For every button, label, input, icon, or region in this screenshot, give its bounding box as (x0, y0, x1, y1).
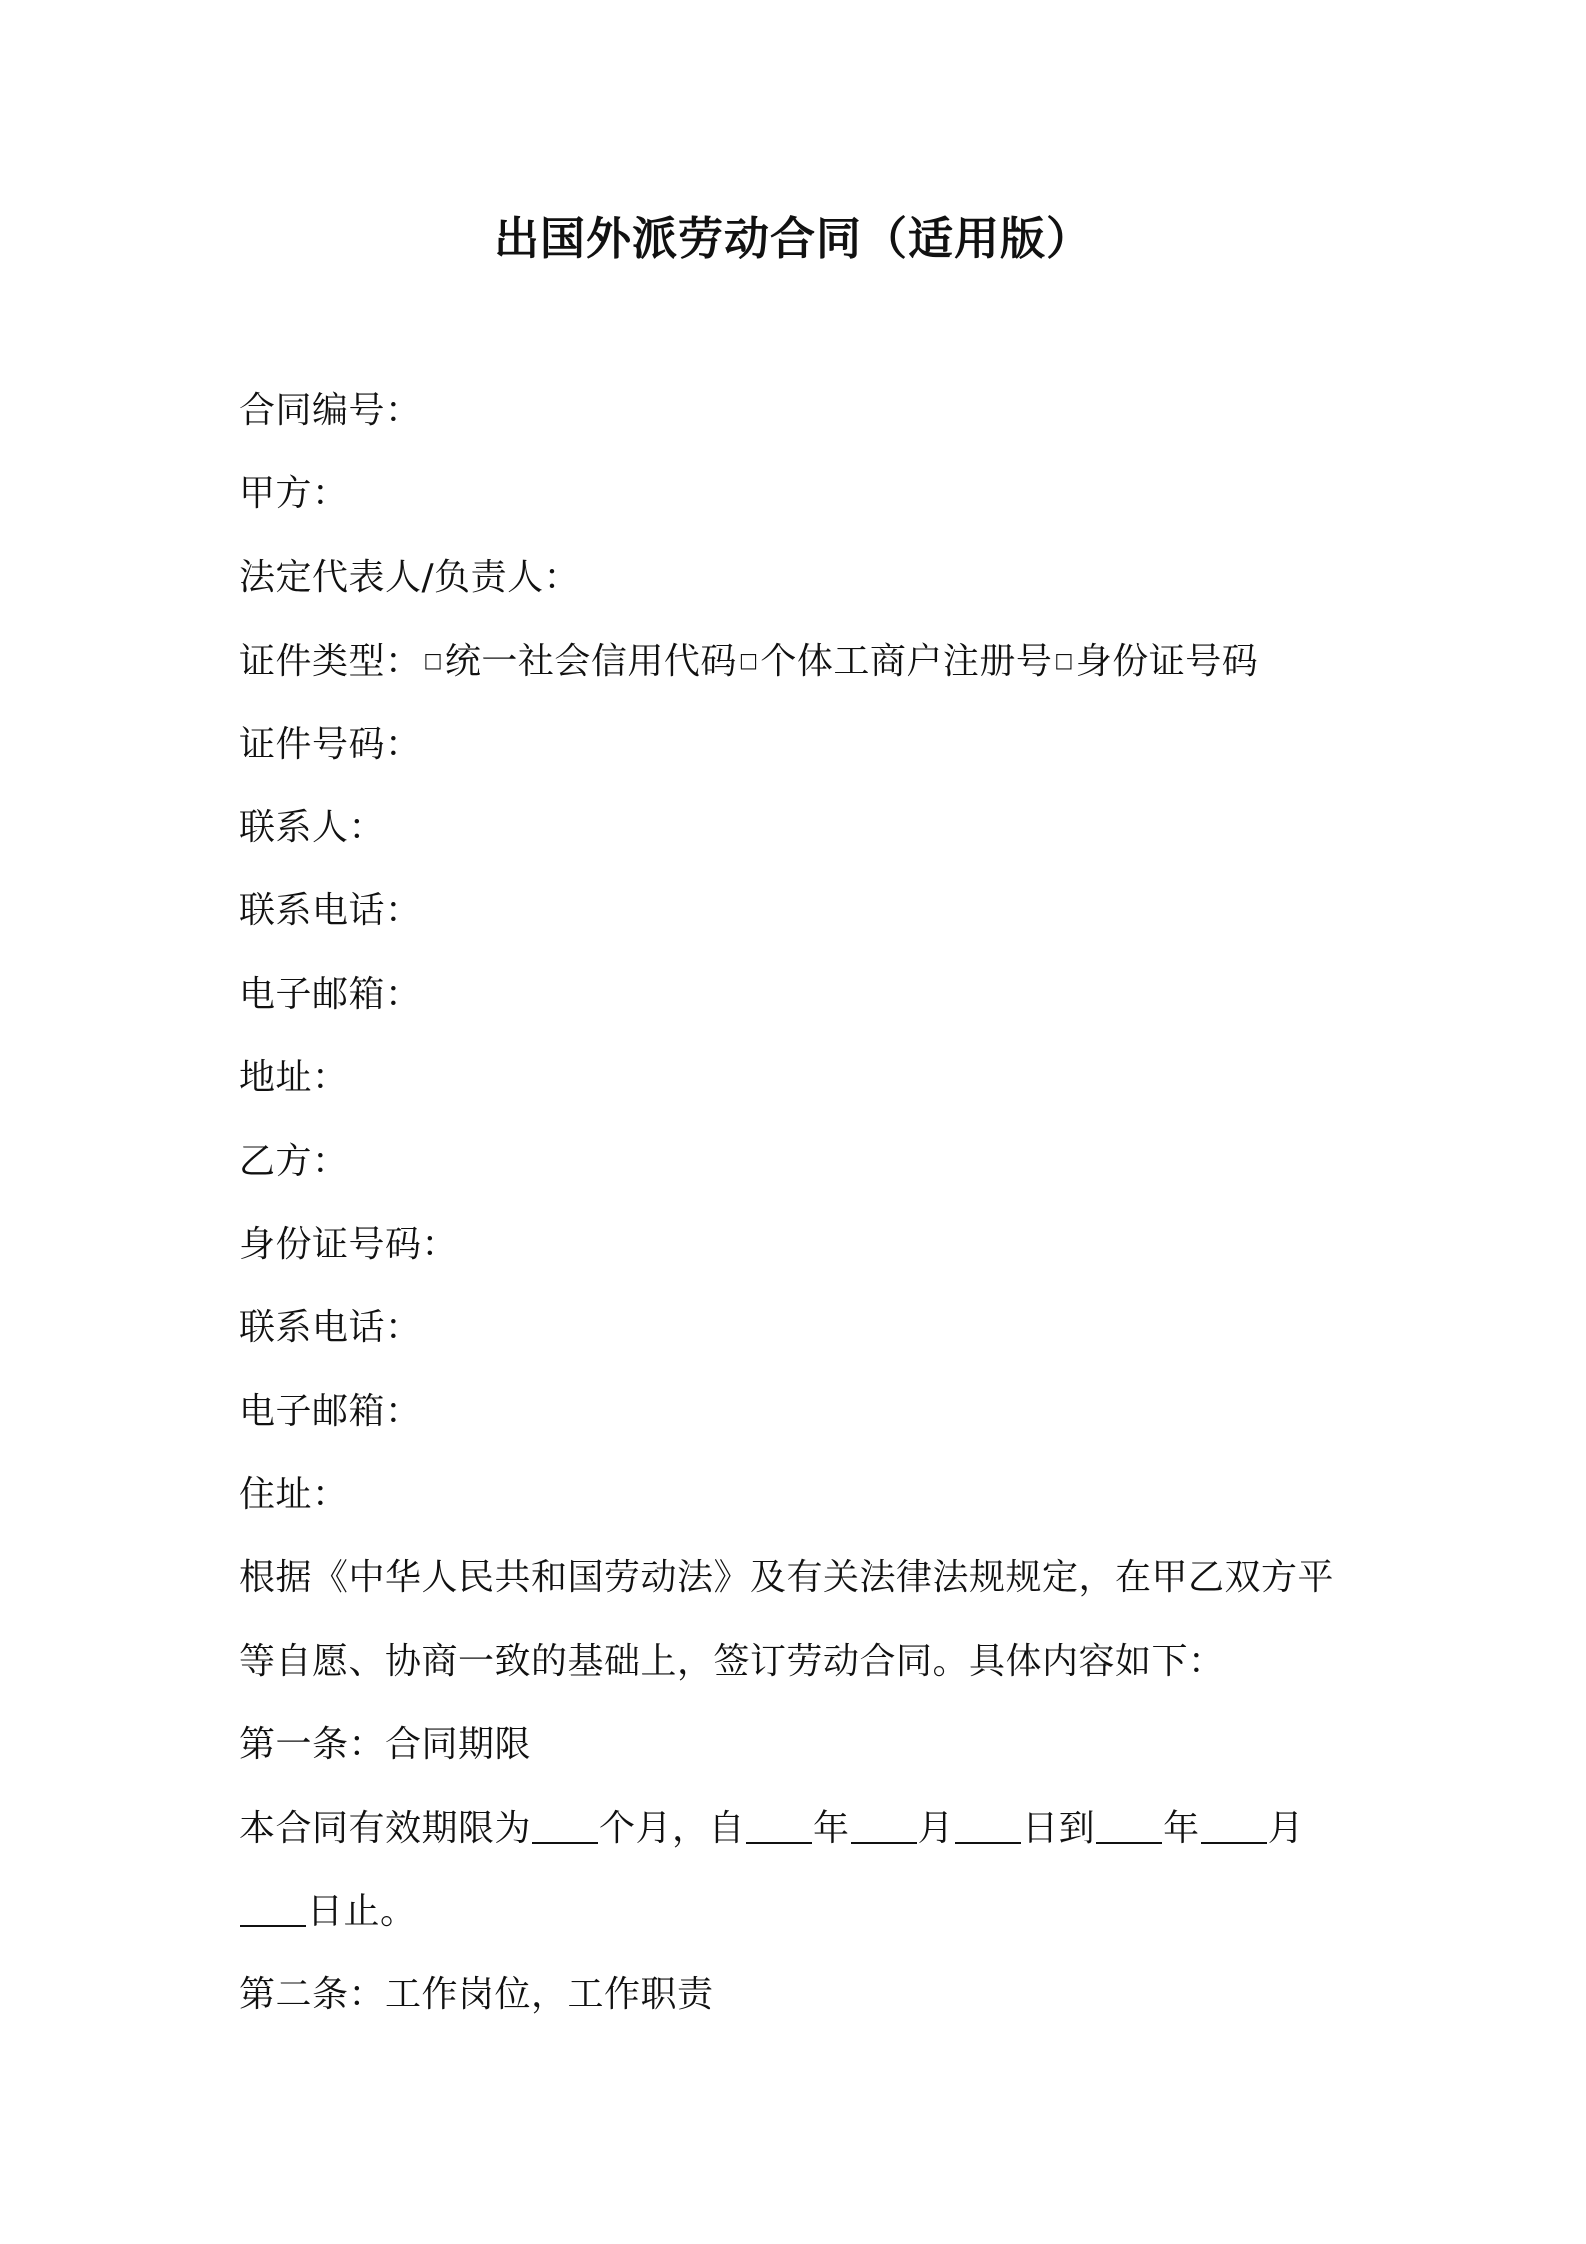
party-a-field: 甲方： (239, 473, 349, 515)
term-text: 年 (813, 1807, 850, 1849)
id-type-field (239, 619, 1369, 702)
checkbox-icon: □ (1054, 648, 1074, 673)
blank-line (851, 1812, 917, 1844)
term-text: 年 (1163, 1807, 1200, 1849)
document-title: 出国外派劳动合同（适用版） (493, 212, 1092, 265)
term-text: 本合同有效期限为 (239, 1807, 532, 1849)
blank-line (1201, 1812, 1267, 1844)
party-b-id-card-field: 身份证号码： (239, 1223, 459, 1265)
legal-representative-field: 法定代表人/负责人： (239, 556, 581, 598)
contract-term-line-1 (239, 1787, 1369, 1870)
term-text: 日止。 (307, 1891, 417, 1933)
blank-line (240, 1895, 306, 1927)
document-body (239, 369, 1369, 2037)
blank-line (1096, 1812, 1162, 1844)
id-type-option-business-reg: 个体工商户注册号 (760, 641, 1053, 683)
article-1-heading: 第一条：合同期限 (239, 1724, 532, 1766)
id-number-field: 证件号码： (239, 723, 422, 765)
article-2-heading: 第二条：工作岗位，工作职责 (239, 1974, 714, 2016)
term-text: 个月，自 (599, 1807, 746, 1849)
contact-person-field: 联系人： (239, 806, 386, 848)
party-a-phone-field: 联系电话： (239, 890, 422, 932)
id-type-option-credit-code: 统一社会信用代码 (444, 641, 737, 683)
contract-number-field: 合同编号： (239, 390, 422, 431)
checkbox-icon: □ (738, 648, 759, 673)
contract-term-line-2 (239, 1870, 1369, 1953)
intro-paragraph-line-2: 等自愿、协商一致的基础上，签订劳动合同。具体内容如下： (239, 1640, 1225, 1682)
party-b-phone-field: 联系电话： (239, 1307, 422, 1349)
blank-line (746, 1812, 812, 1844)
blank-line (955, 1812, 1021, 1844)
checkbox-icon: □ (423, 648, 443, 673)
id-type-option-id-card: 身份证号码 (1075, 641, 1259, 683)
party-b-address-field: 住址： (239, 1474, 349, 1516)
party-b-email-field: 电子邮箱： (239, 1390, 422, 1432)
intro-paragraph-line-1: 根据《中华人民共和国劳动法》及有关法律法规规定，在甲乙双方平 (239, 1557, 1335, 1599)
party-b-field: 乙方： (239, 1140, 349, 1182)
term-text: 日到 (1022, 1807, 1096, 1849)
term-text: 月 (917, 1807, 955, 1849)
blank-line (532, 1812, 598, 1844)
party-a-email-field: 电子邮箱： (239, 973, 422, 1015)
party-a-address-field: 地址： (239, 1057, 349, 1099)
id-type-label: 证件类型： (239, 641, 422, 683)
term-text: 月 (1267, 1807, 1305, 1849)
